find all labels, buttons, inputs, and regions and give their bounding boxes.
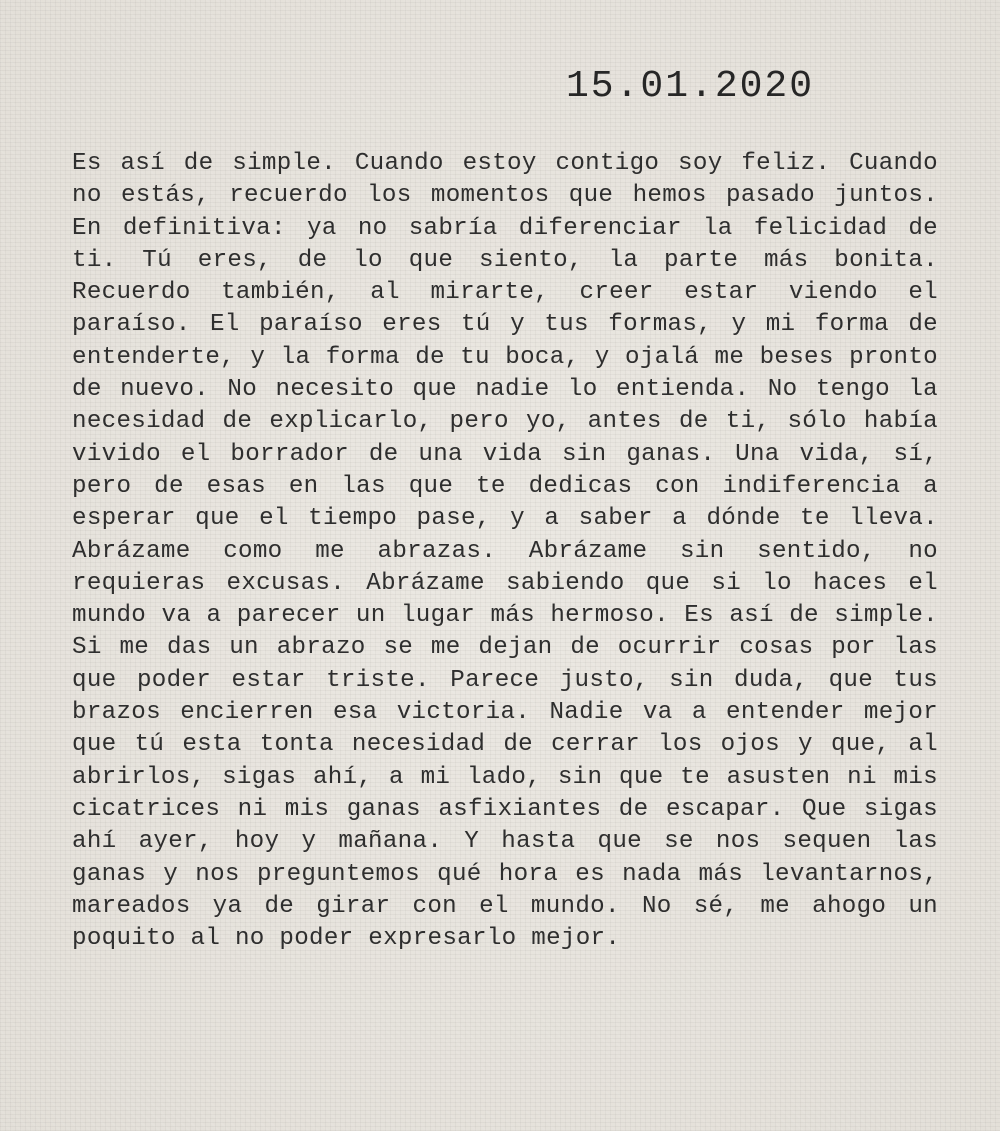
letter-body-text: Es así de simple. Cuando estoy contigo soy feliz. Cuando no estás, recuerdo los momentos que hemos pasado juntos. En definitiva: ya no sabría diferenciar la felicidad de ti. Tú eres, de lo que siento, la parte más bonita. Recuerdo también, al mirarte, creer estar viendo el paraíso. El paraíso eres tú y tus formas, y mi forma de entenderte, y la forma de tu boca, y ojalá me beses pronto de nuevo. No necesito que nadie lo entienda. No tengo la necesidad de explicarlo, pero yo, antes de ti, sólo había vivido el borrador de una vida sin ganas. Una vida, sí, pero de esas en las que te dedicas con indiferencia a esperar que el tiempo pase, y a saber a dónde te lleva. Abrázame como me abrazas. Abrázame sin sentido, no requieras excusas. Abrázame sabiendo que si lo haces el mundo va a parecer un lugar más hermoso. Es así de simple. Si me das un abrazo se me dejan de ocurrir cosas por las que poder estar triste. Parece justo, sin duda, que tus brazos encierren esa victoria. Nadie va a entender mejor que tú esta tonta necesidad de cerrar los ojos y que, al abrirlos, sigas ahí, a mi lado, sin que te asusten ni mis cicatrices ni mis ganas asfixiantes de escapar. Que sigas ahí ayer, hoy y mañana. Y hasta que se nos sequen las ganas y nos preguntemos qué hora es nada más levantarnos, mareados ya de girar con el mundo. No sé, me ahogo un poquito al no poder expresarlo mejor. bbox=[72, 150, 938, 953]
entry-date: 15.01.2020 bbox=[566, 65, 815, 108]
